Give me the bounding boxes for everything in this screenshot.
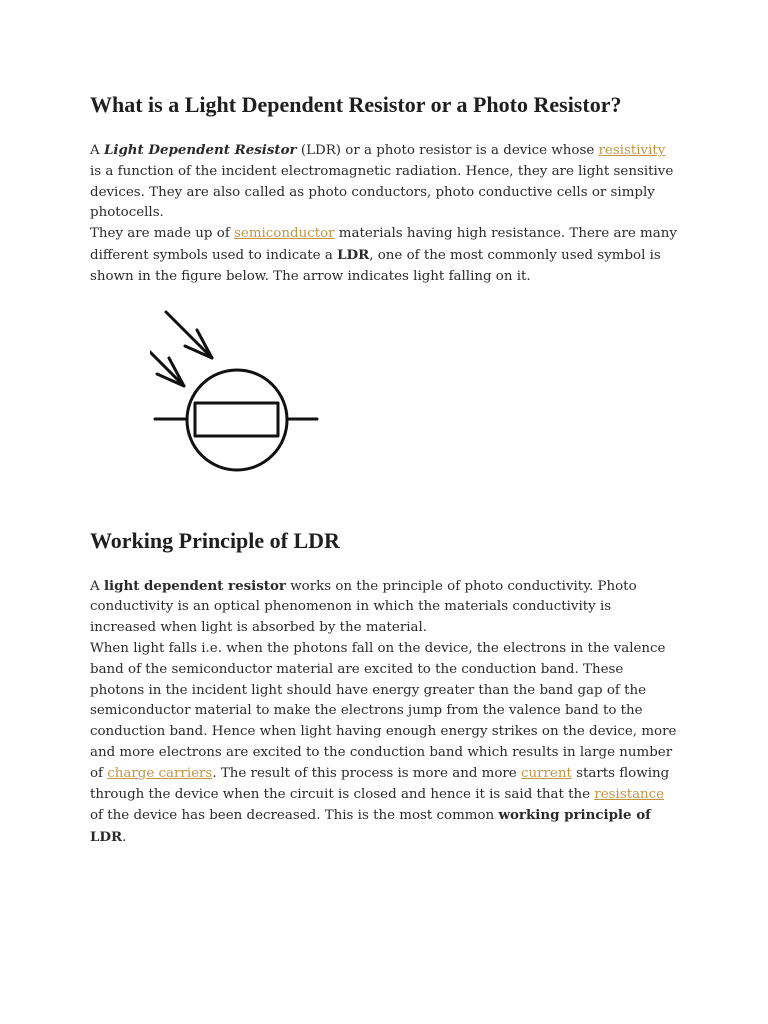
text-fragment: . The result of this process is more and more <box>212 765 521 781</box>
text-fragment: materials having high resistance. There are many different symbols used to indicate a <box>90 226 677 263</box>
bold-working-principle: working principle of LDR <box>90 807 651 846</box>
ldr-symbol-icon <box>150 304 410 474</box>
text-fragment: is a function of the incident electromagnetic radiation. Hence, they are light sensitive devices. They are also called as photo conductors, photo conductive cells or simply photocells. <box>90 163 674 221</box>
text-fragment: A <box>90 578 104 594</box>
page-title: What is a Light Dependent Resistor or a Photo Resistor? <box>90 92 622 117</box>
text-fragment: (LDR) or a photo resistor is a device whose <box>296 143 599 158</box>
principle-paragraph <box>90 576 680 639</box>
bold-ldr: LDR <box>337 246 370 263</box>
materials-paragraph <box>90 224 680 287</box>
intro-paragraph <box>90 140 680 224</box>
link-current[interactable]: current <box>520 765 572 781</box>
text-fragment: They are made up of <box>90 226 235 242</box>
article <box>90 90 680 849</box>
link-resistivity[interactable]: resistivity <box>598 143 666 158</box>
ldr-resistor-body <box>195 403 278 436</box>
link-resistance[interactable]: resistance <box>594 786 665 802</box>
text-fragment: A <box>90 143 104 158</box>
text-fragment: . <box>122 830 127 846</box>
link-semiconductor[interactable]: semiconductor <box>234 226 335 242</box>
ldr-symbol-figure <box>150 304 410 474</box>
text-fragment: , one of the most commonly used symbol is shown in the figure below. The arrow indicates light falling on it. <box>90 247 661 284</box>
text-fragment: works on the principle of photo conductivity. Photo conductivity is an optical phenomenon in which the materials conductivity is increased when light is absorbed by the material. <box>90 578 637 636</box>
text-fragment: starts flowing through the device when the circuit is closed and hence it is said that the <box>90 765 670 802</box>
ldr-circle <box>187 370 287 470</box>
section-heading: Working Principle of LDR <box>90 527 340 553</box>
term-light-dependent-resistor: Light Dependent Resistor <box>103 142 297 158</box>
bold-light-dependent-resistor: light dependent resistor <box>103 577 286 594</box>
link-charge-carriers[interactable]: charge carriers <box>107 765 213 781</box>
light-arrow-upper <box>166 312 212 358</box>
text-fragment: of the device has been decreased. This is the most common <box>90 808 499 824</box>
mechanism-paragraph <box>90 639 680 849</box>
text-fragment: When light falls i.e. when the photons fall on the device, the electrons in the valence band of the semiconductor material are excited to the conduction band. These photons in the incident light should have energy greater than the band gap of the semiconductor material to make the electrons jump from the valence band to the conduction band. Hence when light having enough energy strikes on the device, more and more electrons are excited to the conduction band which results in large number of <box>90 640 677 781</box>
working-principle-section <box>90 526 680 849</box>
